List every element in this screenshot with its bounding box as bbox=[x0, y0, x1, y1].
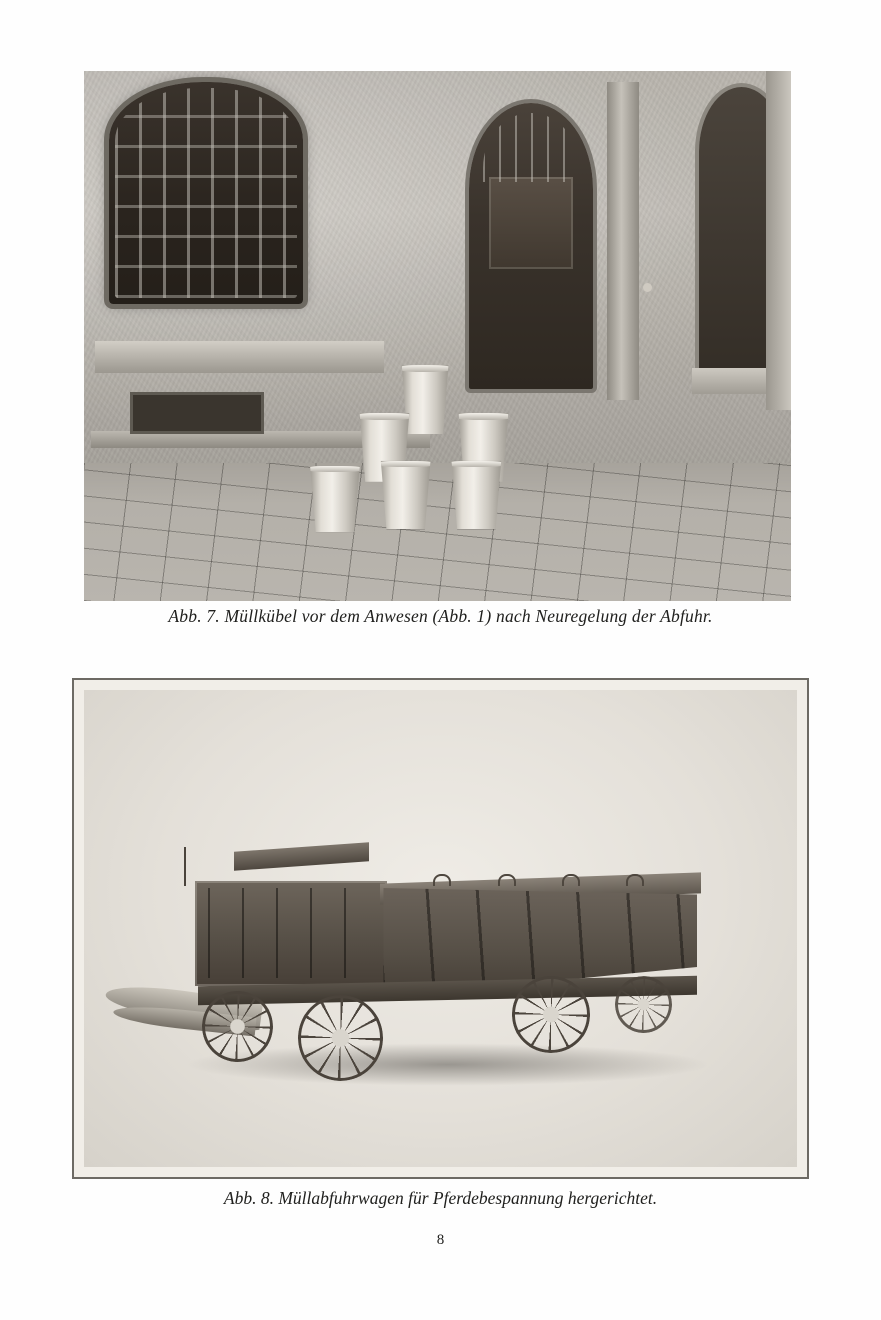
wall-pillar bbox=[607, 82, 639, 400]
cart-wheel-rear-left bbox=[512, 976, 590, 1052]
refuse-bin bbox=[448, 461, 505, 530]
hopper-handle bbox=[626, 874, 644, 886]
figure-8-image bbox=[74, 680, 807, 1177]
hopper-handle bbox=[433, 874, 451, 886]
figure-7-image bbox=[84, 71, 791, 601]
cart-front-box bbox=[195, 881, 388, 986]
refuse-bin bbox=[377, 461, 434, 530]
cobblestone-pavement bbox=[84, 463, 791, 601]
barred-window bbox=[109, 82, 303, 305]
door-knob bbox=[643, 283, 652, 292]
hopper-handle bbox=[562, 874, 580, 886]
cart-wheel-rear-right bbox=[615, 976, 672, 1033]
hopper-handle bbox=[498, 874, 516, 886]
figure-7-caption: Abb. 7. Müllkübel vor dem Anwesen (Abb. 1) nach Neuregelung der Abfuhr. bbox=[168, 606, 713, 626]
figure-8-photograph bbox=[84, 690, 797, 1167]
cart-wheel-front-left bbox=[202, 991, 273, 1063]
cart-wheel-front-right bbox=[298, 995, 384, 1081]
driver-rail bbox=[184, 847, 186, 885]
courtyard-ground bbox=[84, 463, 791, 601]
cellar-vent bbox=[130, 392, 264, 434]
right-column bbox=[766, 71, 791, 410]
driver-seat bbox=[234, 843, 369, 872]
figure-7-photograph bbox=[84, 71, 791, 601]
figure-8-caption: Abb. 8. Müllabfuhrwagen für Pferdebespannung hergerichtet. bbox=[223, 1188, 658, 1208]
refuse-bin bbox=[307, 466, 364, 532]
page-number: 8 bbox=[436, 1232, 445, 1248]
window-sill bbox=[95, 341, 385, 373]
